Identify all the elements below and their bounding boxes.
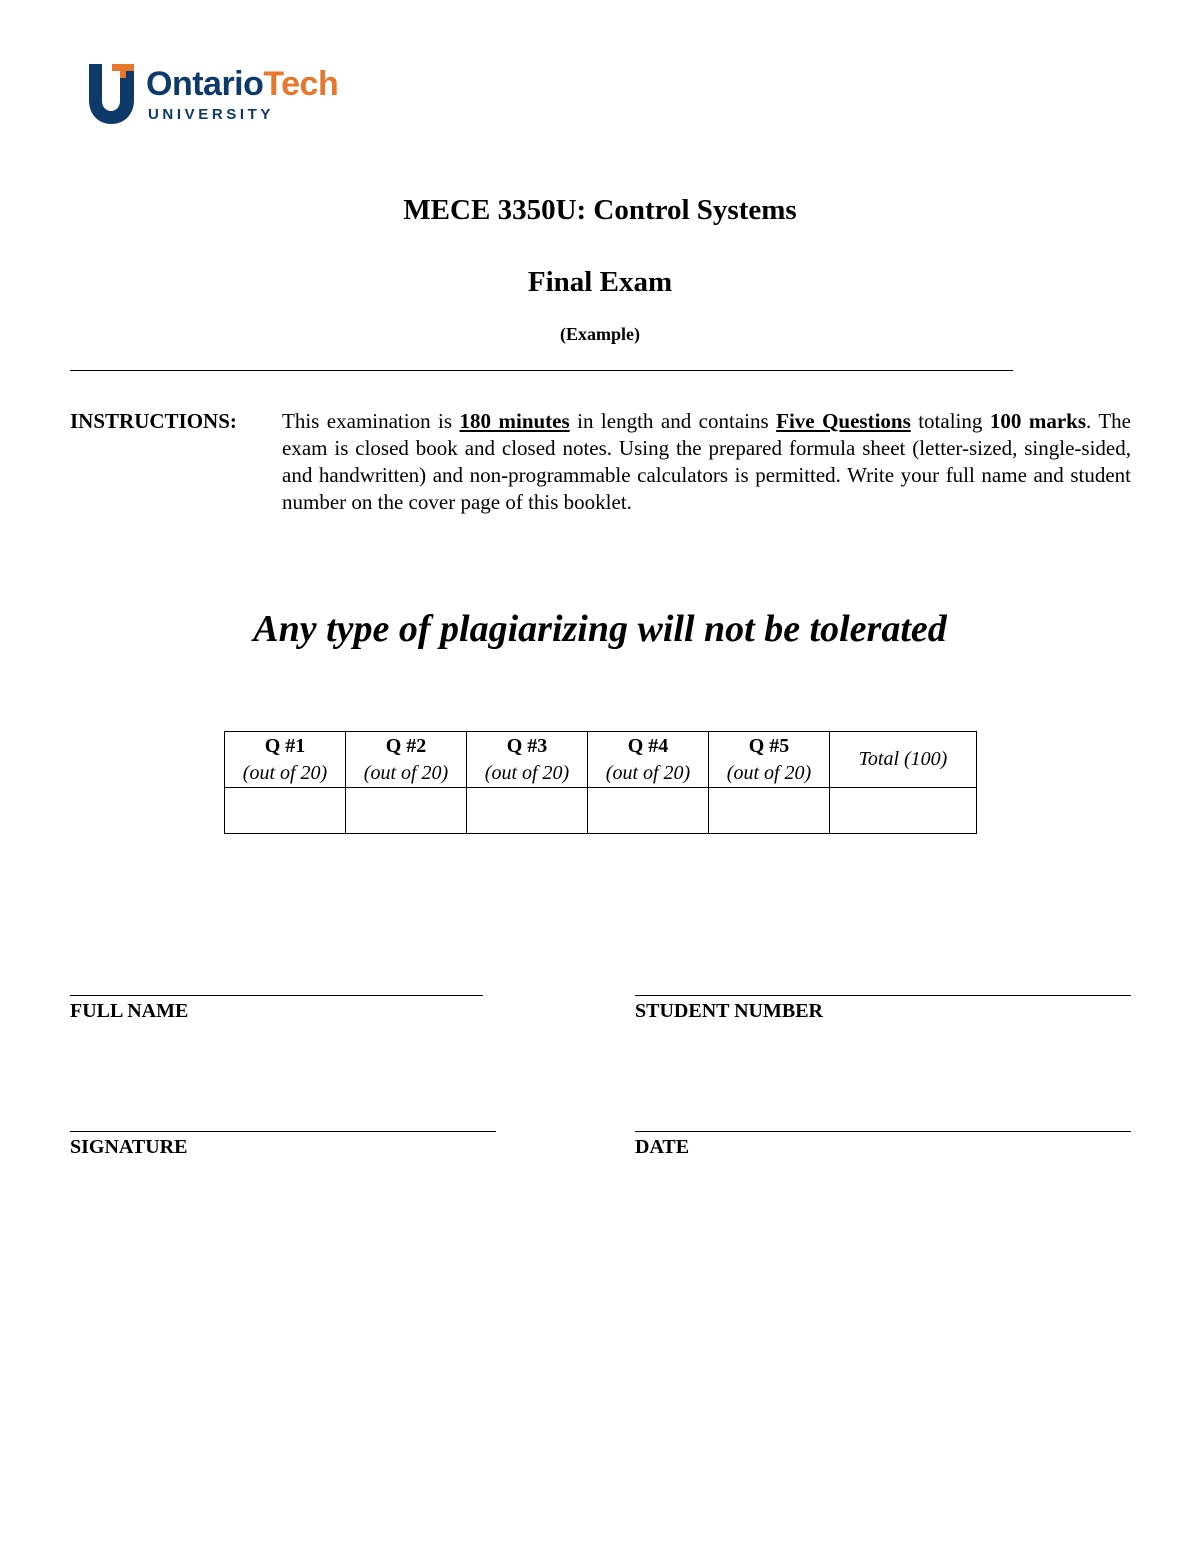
- date-label: DATE: [635, 1136, 690, 1158]
- score-header-q1: Q #1 (out of 20): [225, 732, 346, 788]
- score-header-q3: Q #3 (out of 20): [467, 732, 588, 788]
- logo-wordmark: OntarioTech: [146, 65, 339, 103]
- date-line[interactable]: [635, 1131, 1131, 1132]
- score-table-header: [225, 732, 977, 788]
- score-header-total: Total (100): [830, 732, 977, 788]
- course-title: MECE 3350U: Control Systems: [403, 194, 797, 226]
- plagiarism-warning: Any type of plagiarizing will not be tolerated: [253, 608, 947, 650]
- total-marks: 100 marks: [989, 409, 1086, 433]
- score-header-q2: Q #2 (out of 20): [346, 732, 467, 788]
- duration: 180 minutes: [459, 409, 570, 433]
- score-cell-q3[interactable]: [467, 788, 588, 834]
- score-header-q5: Q #5 (out of 20): [709, 732, 830, 788]
- instructions-label: INSTRUCTIONS:: [70, 409, 237, 433]
- score-cell-q5[interactable]: [709, 788, 830, 834]
- score-table-row: [225, 788, 977, 834]
- signature-label: SIGNATURE: [70, 1136, 188, 1158]
- score-header-q4: Q #4 (out of 20): [588, 732, 709, 788]
- score-cell-q1[interactable]: [225, 788, 346, 834]
- full-name-label: FULL NAME: [70, 1000, 189, 1022]
- score-cell-q2[interactable]: [346, 788, 467, 834]
- question-count: Five Questions: [776, 409, 911, 433]
- score-table: [224, 731, 977, 834]
- exam-title: Final Exam: [527, 266, 673, 298]
- student-number-label: STUDENT NUMBER: [635, 1000, 823, 1022]
- instructions-text: This examination is 180 minutes in length and contains Five Questions totaling 100 marks. The exam is closed book and closed notes. Using the prepared formula sheet (letter-sized, single-sided, and handwritten) and non-programmable calculators is permitted. Write your full name and student number on the cover page of this booklet.: [282, 409, 1131, 514]
- signature-line[interactable]: [70, 1131, 496, 1132]
- student-number-line[interactable]: [635, 995, 1131, 996]
- full-name-line[interactable]: [70, 995, 483, 996]
- example-note: (Example): [560, 324, 640, 344]
- score-cell-total[interactable]: [830, 788, 977, 834]
- score-cell-q4[interactable]: [588, 788, 709, 834]
- header-divider: [70, 370, 1013, 371]
- logo-subtitle: UNIVERSITY: [148, 106, 275, 123]
